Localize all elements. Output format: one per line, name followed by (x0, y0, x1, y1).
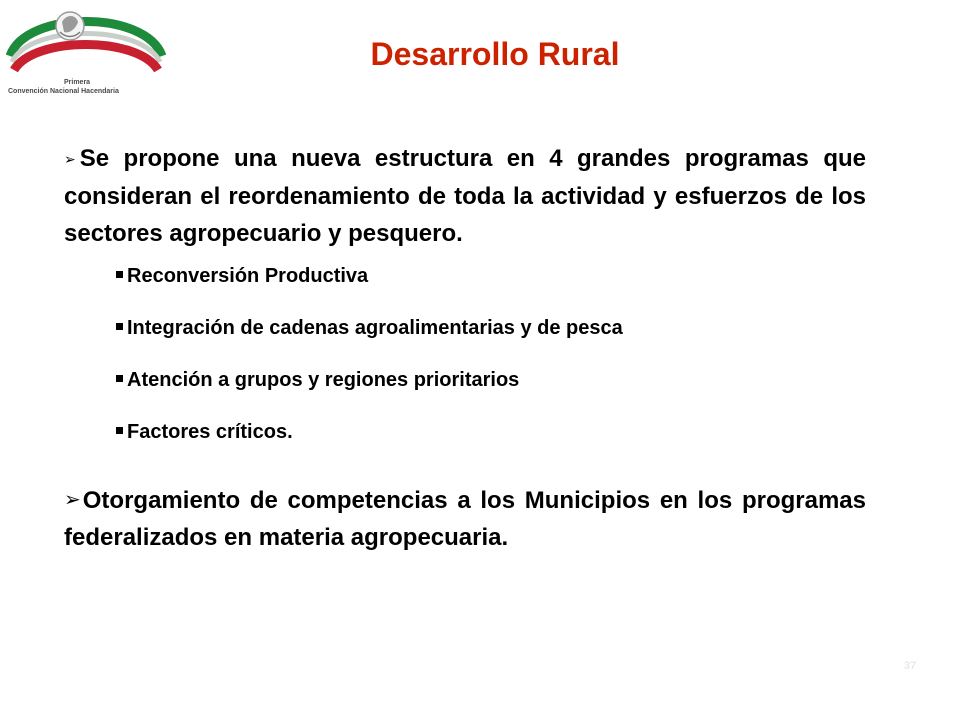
logo-line1: Primera (64, 79, 91, 86)
sub-list (64, 264, 866, 444)
sub-item-text: Integración de cadenas agroalimentarias y de pesca (127, 317, 623, 339)
square-bullet-icon (116, 375, 123, 382)
square-bullet-icon (116, 427, 123, 434)
arrow-bullet-icon: ➢ (64, 489, 81, 511)
arrow-bullet-icon: ➢ (64, 151, 76, 167)
bullet-1-text: Se propone una nueva estructura en 4 grandes programas que consideran el reordenamiento de toda la actividad y esfuerzos de los sectores agropecuario y pesquero. (64, 145, 866, 247)
sub-item-text: Atención a grupos y regiones prioritarios (127, 369, 520, 391)
logo-line2: Convención Nacional Hacendaria (8, 88, 119, 95)
bullet-2 (64, 482, 866, 556)
slide-content (64, 140, 866, 556)
page-number: 37 (904, 660, 917, 672)
sub-item-text: Reconversión Productiva (127, 265, 369, 287)
sub-item (116, 316, 866, 340)
bullet-1 (64, 140, 866, 252)
slide-title: Desarrollo Rural (370, 36, 620, 72)
sub-item-text: Factores críticos. (127, 421, 293, 443)
square-bullet-icon (116, 271, 123, 278)
sub-item (116, 368, 866, 392)
bullet-2-text: Otorgamiento de competencias a los Municipios en los programas federalizados en materia agropecuaria. (64, 487, 866, 551)
sub-item (116, 264, 866, 288)
square-bullet-icon (116, 323, 123, 330)
sub-item (116, 420, 866, 444)
